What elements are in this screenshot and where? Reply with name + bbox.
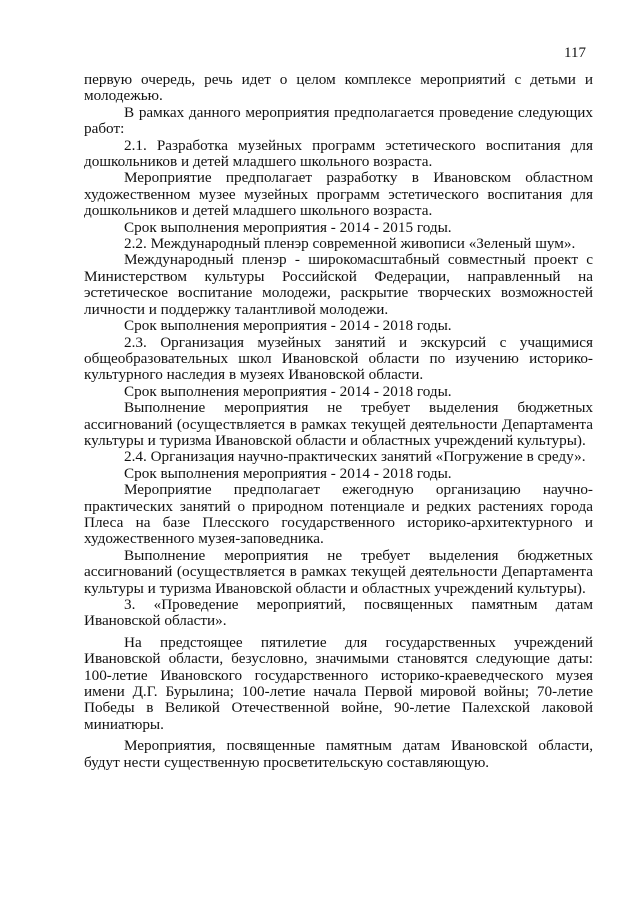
paragraph-17: На предстоящее пятилетие для государственных учреждений Ивановской области, безусловно, значимыми становятся следующие даты: 100-летие Ивановского государственного историко-краеведческого музея имени Д.Г. Бурылина; 100-летие начала Первой мировой войны; 70-летие Победы в Великой Отечественной войне, 90-летие Палехской лаковой миниатюры. bbox=[84, 633, 593, 733]
paragraph-1: первую очередь, речь идет о целом комплексе мероприятий с детьми и молодежью. bbox=[84, 71, 593, 105]
paragraph-8: Срок выполнения мероприятия - 2014 - 2018 годы. bbox=[124, 317, 452, 335]
paragraph-12: 2.4. Организация научно-практических занятий «Погружение в среду». bbox=[124, 448, 586, 466]
paragraph-3: 2.1. Разработка музейных программ эстетического воспитания для дошкольников и детей младшего школьного возраста. bbox=[84, 136, 593, 171]
document-body bbox=[84, 72, 593, 771]
paragraph-5: Срок выполнения мероприятия - 2014 - 2015 годы. bbox=[124, 218, 452, 236]
paragraph-10: Срок выполнения мероприятия - 2014 - 2018 годы. bbox=[124, 382, 452, 400]
paragraph-9: 2.3. Организация музейных занятий и экскурсий с учащимися общеобразовательных школ Ивановской области по изучению историко-культурного наследия в музеях Ивановской области. bbox=[84, 333, 593, 384]
paragraph-16: 3. «Проведение мероприятий, посвященных памятным датам Ивановской области». bbox=[84, 596, 593, 630]
paragraph-15: Выполнение мероприятия не требует выделения бюджетных ассигнований (осуществляется в рамках текущей деятельности Департамента культуры и туризма Ивановской области и областных учреждений культуры). bbox=[84, 546, 593, 597]
page-number: 117 bbox=[564, 45, 586, 61]
paragraph-11: Выполнение мероприятия не требует выделения бюджетных ассигнований (осуществляется в рамках текущей деятельности Департамента культуры и туризма Ивановской области и областных учреждений культуры). bbox=[84, 399, 593, 449]
paragraph-7: Международный пленэр - широкомасштабный совместный проект с Министерством культуры Российской Федерации, направленный на эстетическое воспитание молодежи, раскрытие творческих возможностей личности и поддержку талантливой молодежи. bbox=[84, 251, 593, 318]
paragraph-13: Срок выполнения мероприятия - 2014 - 2018 годы. bbox=[124, 464, 452, 482]
paragraph-2: В рамках данного мероприятия предполагается проведение следующих работ: bbox=[84, 103, 593, 138]
paragraph-4: Мероприятие предполагает разработку в Ивановском областном художественном музее музейных программ эстетического воспитания для дошкольников и детей младшего школьного возраста. bbox=[84, 169, 593, 220]
paragraph-6: 2.2. Международный пленэр современной живописи «Зеленый шум». bbox=[124, 235, 576, 253]
paragraph-14: Мероприятие предполагает ежегодную организацию научно-практических занятий о природном потенциале и редких растениях города Плеса на базе Плесского государственного историко-архитектурного и художественного музея-заповедника. bbox=[84, 481, 593, 548]
paragraph-18: Мероприятия, посвященные памятным датам Ивановской области, будут нести существенную просветительскую составляющую. bbox=[84, 737, 593, 771]
